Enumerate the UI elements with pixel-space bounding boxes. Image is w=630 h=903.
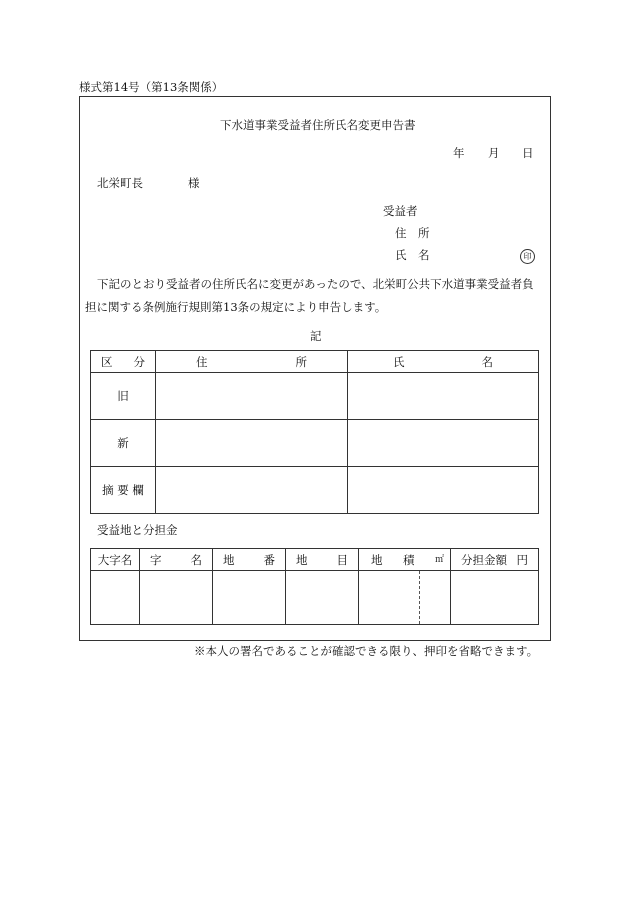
chimoku-cell[interactable] <box>286 571 359 625</box>
remarks-name-cell[interactable] <box>348 467 539 514</box>
ki-label: 記 <box>310 329 322 343</box>
header-oaza: 大字名 <box>91 549 140 571</box>
addressee-honorific: 様 <box>188 176 200 190</box>
benefit-land-table <box>90 548 539 625</box>
body-line-1: 下記のとおり受益者の住所氏名に変更があったので、北栄町公共下水道事業受益者負 <box>97 277 534 291</box>
header-futankin: 分担金額 円 <box>451 549 539 571</box>
date-year: 年 <box>453 146 465 160</box>
header-chimoku: 地 目 <box>286 549 359 571</box>
row-label-old: 旧 <box>91 373 156 420</box>
table-row <box>91 373 539 420</box>
applicant-label: 受益者 <box>383 204 418 218</box>
remarks-address-cell[interactable] <box>156 467 348 514</box>
header-aza: 字 名 <box>140 549 213 571</box>
seal-glyph: 印 <box>520 249 535 264</box>
old-address-cell[interactable] <box>156 373 348 420</box>
seal-mark <box>520 249 535 264</box>
change-table-header <box>91 351 539 373</box>
row-label-remarks: 摘 要 欄 <box>91 467 156 514</box>
table-row <box>91 467 539 514</box>
decimal-divider <box>419 571 420 624</box>
old-name-cell[interactable] <box>348 373 539 420</box>
applicant-address-label: 住 所 <box>395 226 430 240</box>
body-line-2: 担に関する条例施行規則第13条の規定により申告します。 <box>85 300 387 314</box>
chiseki-cell[interactable] <box>359 571 451 625</box>
new-name-cell[interactable] <box>348 420 539 467</box>
header-address: 住 所 <box>156 351 348 373</box>
table-row <box>91 571 539 625</box>
date-month: 月 <box>488 146 500 160</box>
change-table <box>90 350 539 514</box>
benefit-table-header <box>91 549 539 571</box>
row-label-new: 新 <box>91 420 156 467</box>
header-chiban: 地 番 <box>213 549 286 571</box>
footnote: ※本人の署名であることが確認できる限り、押印を省略できます。 <box>194 644 539 658</box>
header-chiseki: 地 積 ㎡ <box>359 549 451 571</box>
futankin-cell[interactable] <box>451 571 539 625</box>
header-name: 氏 名 <box>348 351 539 373</box>
oaza-cell[interactable] <box>91 571 140 625</box>
addressee-name: 北栄町長 <box>97 176 143 190</box>
chiban-cell[interactable] <box>213 571 286 625</box>
header-division: 区 分 <box>91 351 156 373</box>
date-day: 日 <box>522 146 534 160</box>
table-row <box>91 420 539 467</box>
applicant-name-label: 氏 名 <box>395 248 430 262</box>
new-address-cell[interactable] <box>156 420 348 467</box>
form-number: 様式第14号（第13条関係） <box>79 80 224 94</box>
aza-cell[interactable] <box>140 571 213 625</box>
form-title: 下水道事業受益者住所氏名変更申告書 <box>220 118 416 132</box>
section2-title: 受益地と分担金 <box>97 523 178 537</box>
